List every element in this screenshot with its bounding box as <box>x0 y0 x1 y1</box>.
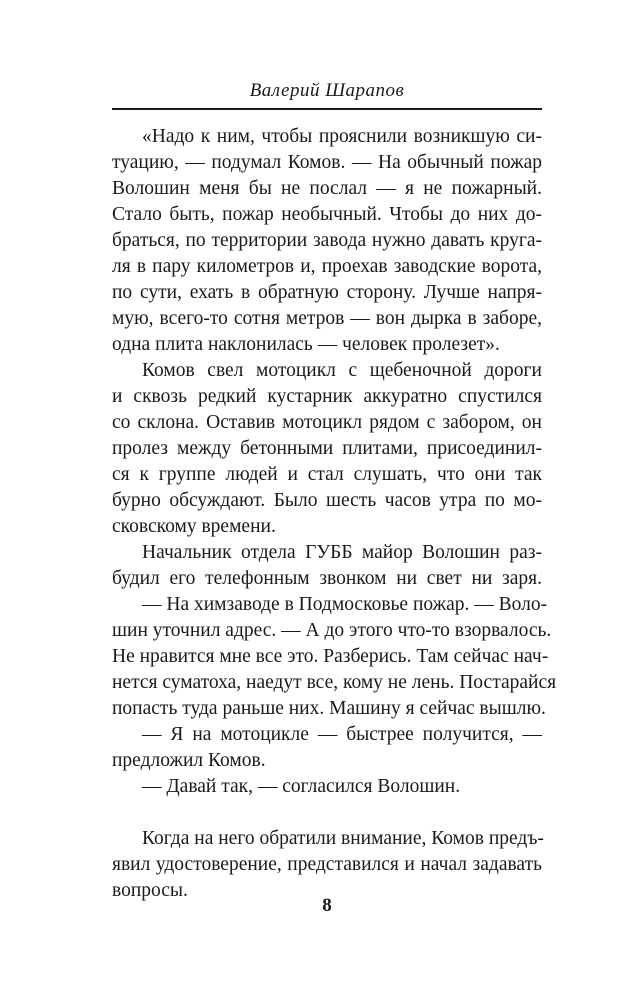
text-line: Комов свел мотоцикл с щебеночной дороги <box>142 360 542 381</box>
text-line: Волошин меня бы не послал — я не пожарный. <box>112 178 542 199</box>
text-line: будил его телефонным звонком ни свет ни заря. <box>112 568 542 589</box>
text-line: Когда на него обратили внимание, Комов предъ- <box>142 828 544 849</box>
page-number: 8 <box>322 895 332 916</box>
text-line: «Надо к ним, чтобы прояснили возникшую си- <box>142 126 542 147</box>
text-line: явил удостоверение, представился и начал задавать <box>112 854 542 875</box>
text-line: бурно обсуждают. Было шесть часов утра по мо- <box>112 490 542 511</box>
text-line: пролез между бетонными плитами, присоединил- <box>112 438 542 459</box>
text-line: ля в пару километров и, проехав заводские ворота, <box>112 256 542 277</box>
text-line: туацию, — подумал Комов. — На обычный пожар <box>112 152 542 173</box>
text-line: — На химзаводе в Подмосковье пожар. — Воло- <box>142 594 548 615</box>
text-line: вопросы. <box>112 880 188 901</box>
running-header-author: Валерий Шарапов <box>249 80 405 101</box>
text-line: попасть туда раньше них. Машину я сейчас вышлю. <box>112 698 546 719</box>
text-line: и сквозь редкий кустарник аккуратно спустился <box>112 386 542 407</box>
text-line: — Я на мотоцикле — быстрее получится, — <box>142 724 542 745</box>
body-text <box>112 124 557 904</box>
text-line: предложил Комов. <box>112 750 266 771</box>
text-line: — Давай так, — согласился Волошин. <box>142 776 461 797</box>
text-line: ся к группе людей и стал слушать, что они так <box>112 464 542 485</box>
text-line: сковскому времени. <box>112 516 276 537</box>
text-line: браться, по территории завода нужно давать круга- <box>112 230 542 251</box>
header-rule <box>112 108 542 110</box>
text-line: со склона. Оставив мотоцикл рядом с забором, он <box>112 412 542 433</box>
text-line: Не нравится мне все это. Разберись. Там сейчас нач- <box>112 646 549 667</box>
text-line: мую, всего-то сотня метров — вон дырка в заборе, <box>112 308 542 329</box>
text-line: одна плита наклонилась — человек пролезет». <box>112 334 500 355</box>
text-line: Стало быть, пожар необычный. Чтобы до них до- <box>112 204 542 225</box>
text-line: Начальник отдела ГУББ майор Волошин раз- <box>142 542 542 563</box>
blank-line <box>112 800 542 826</box>
text-line: нется суматоха, наедут все, кому не лень. Постарайся <box>112 672 557 693</box>
text-line: по сути, ехать в обратную сторону. Лучше напря- <box>112 282 542 303</box>
text-line: шин уточнил адрес. — А до этого что-то взорвалось. <box>112 620 552 641</box>
